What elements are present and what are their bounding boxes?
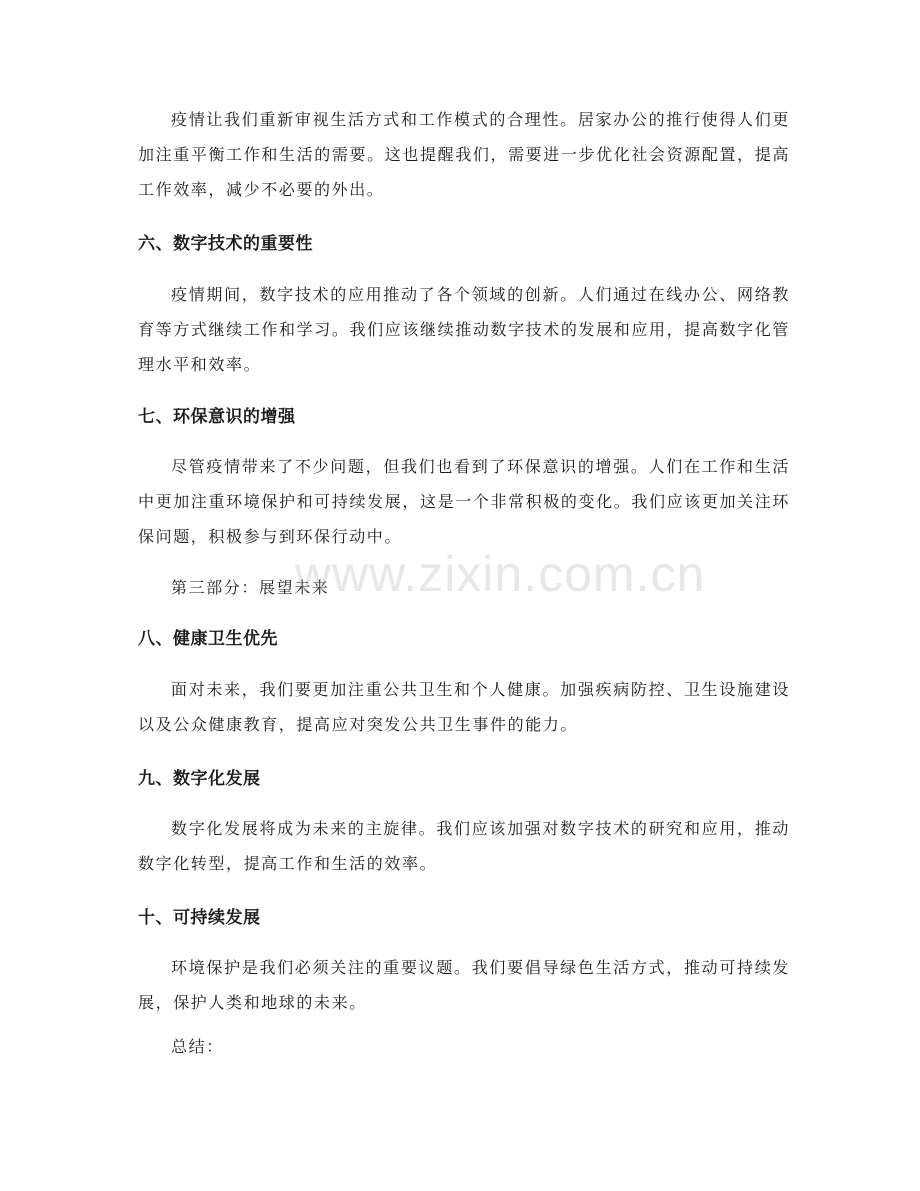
heading-section-7: 七、环保意识的增强: [138, 407, 296, 427]
paragraph-environmental-awareness: 尽管疫情带来了不少问题，但我们也看到了环保意识的增强。人们在工作和生活中更加注重环境保护和可持续发展，这是一个非常积极的变化。我们应该更加关注环保问题，积极参与到环保行动中。: [138, 457, 790, 546]
part-three-title: 第三部分：展望未来: [171, 578, 330, 597]
paragraph-sustainability: 环境保护是我们必须关注的重要议题。我们要倡导绿色生活方式，推动可持续发展，保护人类和地球的未来。: [138, 958, 790, 1012]
paragraph-digital-development: 数字化发展将成为未来的主旋律。我们应该加强对数字技术的研究和应用，推动数字化转型，提高工作和生活的效率。: [138, 819, 790, 873]
heading-section-9: 九、数字化发展: [138, 769, 261, 789]
paragraph-lifestyle-review: 疫情让我们重新审视生活方式和工作模式的合理性。居家办公的推行使得人们更加注重平衡工作和生活的需要。这也提醒我们，需要进一步优化社会资源配置，提高工作效率，减少不必要的外出。: [138, 110, 790, 199]
heading-section-8: 八、健康卫生优先: [138, 629, 278, 649]
paragraph-digital-tech: 疫情期间，数字技术的应用推动了各个领域的创新。人们通过在线办公、网络教育等方式继续工作和学习。我们应该继续推动数字技术的发展和应用，提高数字化管理水平和效率。: [138, 285, 790, 374]
summary-label: 总结：: [171, 1037, 224, 1056]
paragraph-public-health: 面对未来，我们要更加注重公共卫生和个人健康。加强疾病防控、卫生设施建设以及公众健康教育，提高应对突发公共卫生事件的能力。: [138, 680, 790, 734]
heading-section-10: 十、可持续发展: [138, 908, 261, 928]
site-watermark: www.zixin.com.cn: [294, 546, 706, 602]
heading-section-6: 六、数字技术的重要性: [138, 234, 313, 254]
